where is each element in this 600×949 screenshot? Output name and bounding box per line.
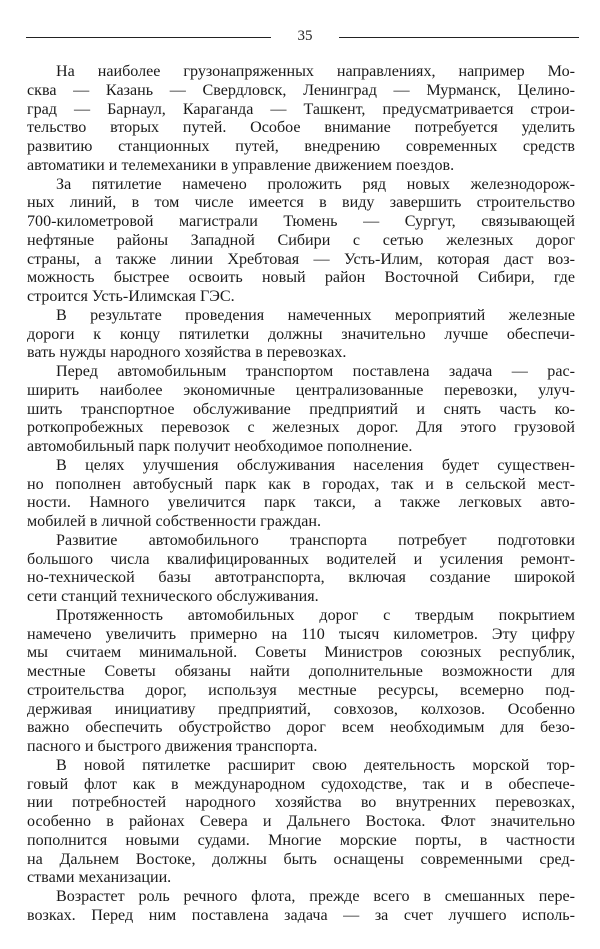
text-line: особенно в районах Севера и Дальнего Востока. Флот значительно	[27, 813, 575, 830]
paragraph	[27, 363, 575, 457]
text-line: град — Барнаул, Караганда — Ташкент, предусматривается строи-	[27, 100, 575, 118]
text-line: Перед автомобильным транспортом поставлена задача — рас-	[56, 363, 575, 380]
paragraph	[27, 457, 575, 532]
body-text	[27, 63, 575, 926]
text-line: пасного и быстрого движения транспорта.	[27, 738, 318, 755]
text-line: дороги к концу пятилетки должны значительно лучше обеспечи-	[27, 325, 575, 343]
text-line: строительства дорог, используя местные ресурсы, всемерно под-	[27, 681, 575, 699]
page-number: 35	[297, 28, 313, 44]
text-line: важно обеспечить обустройство дорог всем необходимым для безо-	[27, 719, 575, 737]
text-line: автоматики и телемеханики в управление движением поездов.	[27, 156, 455, 174]
text-line: на Дальнем Востоке, должны быть оснащены современными сред-	[27, 850, 575, 868]
paragraph	[27, 176, 575, 307]
text-line: шить транспортное обслуживание предприятий и снять часть ко-	[27, 400, 575, 418]
text-line: нефтяные районы Западной Сибири с сетью железных дорог	[27, 231, 575, 249]
text-line: мы считаем минимальной. Советы Министров союзных республик,	[27, 644, 575, 662]
text-line: сети станций технического обслуживания.	[27, 588, 319, 605]
text-line: Протяженность автомобильных дорог с твердым покрытием	[56, 606, 575, 624]
text-line: говый флот как в международном судоходстве, так и в обеспече-	[27, 775, 575, 793]
text-line: Возрастет роль речного флота, прежде всего в смешанных пере-	[56, 888, 575, 905]
text-line: строится Усть-Илимская ГЭС.	[27, 288, 235, 305]
text-line: Развитие автомобильного транспорта потребует подготовки	[56, 531, 575, 549]
text-line: но-технической базы автотранспорта, включая создание широкой	[27, 569, 575, 587]
text-line: возках. Перед ним поставлена задача — за счет лучшего исполь-	[27, 906, 575, 924]
text-line: нии потребностей народного хозяйства во внутренних перевозках,	[27, 794, 575, 812]
text-line: За пятилетие намечено проложить ряд новых железнодорож-	[56, 175, 575, 193]
text-line: ности. Намного увеличится парк такси, а также легковых авто-	[27, 494, 575, 512]
text-line: В новой пятилетке расширит свою деятельность морской тор-	[56, 756, 575, 774]
text-line: страны, а также линии Хребтовая — Усть-Илим, которая даст воз-	[27, 250, 575, 268]
text-line: пополнится новыми судами. Многие морские порты, в частности	[27, 831, 575, 849]
text-line: но пополнен автобусный парк как в городах, так и в сельской мест-	[27, 475, 575, 493]
text-line: ствами механизации.	[27, 869, 172, 887]
header-rule-right	[339, 37, 579, 38]
text-line: мобилей в личной собственности граждан.	[27, 513, 322, 530]
page-header	[26, 26, 576, 46]
text-line: намечено увеличить примерно на 110 тысяч километров. Эту цифру	[27, 625, 575, 643]
text-line: 700-километровой магистрали Тюмень — Сургут, связывающей	[27, 213, 575, 230]
text-line: держивая инициативу предприятий, совхозов, колхозов. Особенно	[27, 700, 575, 718]
text-line: В результате проведения намеченных мероприятий железные	[56, 306, 575, 324]
text-line: вать нужды народного хозяйства в перевозках.	[27, 344, 347, 362]
text-line: На наиболее грузонапряженных направлениях, например Мо-	[56, 63, 575, 80]
paragraph	[27, 757, 575, 888]
text-line: большого числа квалифицированных водителей и усиления ремонт-	[27, 550, 575, 568]
text-line: ширить наиболее экономичные централизованные перевозки, улуч-	[27, 381, 575, 399]
paragraph	[27, 63, 575, 176]
text-line: роткопробежных перевозок с железных дорог. Для этого грузовой	[27, 419, 575, 437]
text-line: развитию станционных путей, внедрению современных средств	[27, 138, 575, 155]
paragraph	[27, 888, 575, 926]
paragraph	[27, 532, 575, 607]
text-line: можность быстрее освоить новый район Восточной Сибири, где	[27, 269, 575, 287]
text-line: В целях улучшения обслуживания населения будет существен-	[56, 456, 575, 474]
paragraph	[27, 607, 575, 757]
text-line: местные Советы обязаны найти дополнительные возможности для	[27, 663, 575, 680]
text-line: сква — Казань — Свердловск, Ленинград — Мурманск, Целино-	[27, 81, 575, 99]
paragraph	[27, 307, 575, 363]
text-line: ных линий, в том числе имеется в виду завершить строительство	[27, 194, 575, 212]
text-line: тельство вторых путей. Особое внимание потребуется уделить	[27, 119, 575, 137]
text-line: автомобильный парк получит необходимое пополнение.	[27, 438, 413, 455]
